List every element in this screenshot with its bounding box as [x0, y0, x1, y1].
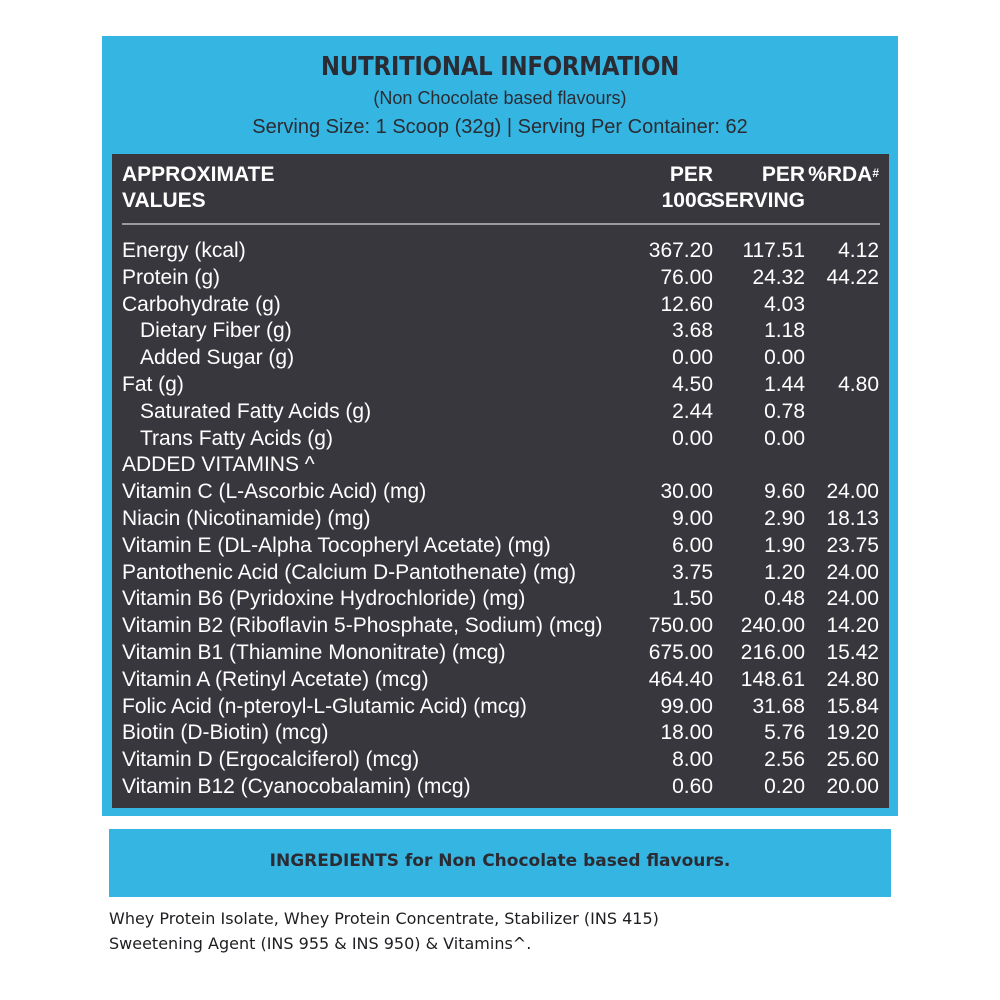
table-row [112, 265, 889, 292]
row-per-serving: 240.00 [740, 614, 805, 638]
row-rda: 23.75 [826, 533, 879, 557]
column-header-per-serving: PER SERVING [710, 163, 805, 212]
row-per-serving: 0.00 [764, 426, 805, 450]
row-per-serving: 24.32 [752, 265, 805, 289]
row-per-100g: 750.00 [648, 614, 713, 638]
row-label: Vitamin B12 (Cyanocobalamin) (mcg) [122, 774, 471, 798]
nutrition-rows [112, 238, 889, 801]
table-row [112, 747, 889, 774]
table-row [112, 318, 889, 345]
table-row [112, 452, 889, 479]
serving-info: Serving Size: 1 Scoop (32g) | Serving Per Container: 62 [252, 116, 748, 138]
row-rda: 4.80 [838, 372, 879, 396]
table-row [112, 694, 889, 721]
row-per-100g: 2.44 [672, 399, 713, 423]
row-per-100g: 76.00 [660, 265, 713, 289]
row-label: Saturated Fatty Acids (g) [140, 399, 372, 423]
row-per-serving: 4.03 [764, 292, 805, 316]
row-per-100g: 675.00 [648, 640, 713, 664]
row-label: Vitamin E (DL-Alpha Tocopheryl Acetate) (mg) [122, 533, 551, 557]
row-per-100g: 6.00 [672, 533, 713, 557]
row-label: Vitamin A (Retinyl Acetate) (mcg) [122, 667, 429, 691]
table-row [112, 372, 889, 399]
table-row [112, 774, 889, 801]
row-per-serving: 0.78 [764, 399, 805, 423]
row-per-serving: 0.00 [764, 346, 805, 370]
row-per-100g: 99.00 [660, 694, 713, 718]
ingredients-line-1: Whey Protein Isolate, Whey Protein Concentrate, Stabilizer (INS 415) [109, 909, 659, 928]
table-row [112, 292, 889, 319]
table-row [112, 345, 889, 372]
table-row [112, 613, 889, 640]
row-per-100g: 12.60 [660, 292, 713, 316]
nutrition-panel [102, 36, 898, 816]
row-per-serving: 31.68 [752, 694, 805, 718]
row-rda: 25.60 [826, 748, 879, 772]
row-per-serving: 1.18 [764, 319, 805, 343]
row-per-100g: 30.00 [660, 480, 713, 504]
row-label: Fat (g) [122, 372, 184, 396]
row-label: Niacin (Nicotinamide) (mg) [122, 506, 371, 530]
row-label: Vitamin B6 (Pyridoxine Hydrochloride) (mg) [122, 587, 526, 611]
row-rda: 15.42 [826, 640, 879, 664]
row-label: Trans Fatty Acids (g) [140, 426, 333, 450]
row-rda: 24.00 [826, 560, 879, 584]
nutrition-subtitle: (Non Chocolate based flavours) [373, 88, 627, 108]
table-row [112, 667, 889, 694]
row-rda: 44.22 [826, 265, 879, 289]
row-label: ADDED VITAMINS ^ [122, 453, 315, 477]
row-per-serving: 117.51 [742, 239, 805, 262]
ingredients-bar [109, 829, 891, 897]
row-label: Vitamin C (L-Ascorbic Acid) (mg) [122, 480, 427, 504]
row-rda: 14.20 [826, 614, 879, 638]
row-rda: 4.12 [838, 239, 879, 262]
table-row [112, 560, 889, 587]
column-header-rda [808, 162, 879, 188]
row-per-100g: 464.40 [648, 667, 713, 691]
row-label: Pantothenic Acid (Calcium D-Pantothenate) (mg) [122, 560, 577, 584]
row-per-100g: 367.20 [648, 239, 713, 262]
row-rda: 24.00 [826, 480, 879, 504]
row-rda: 18.13 [826, 506, 879, 530]
row-per-serving: 0.48 [764, 587, 805, 611]
row-per-serving: 5.76 [764, 721, 805, 745]
nutrition-table [112, 154, 889, 808]
table-row [112, 399, 889, 426]
rda-label: %RDA [808, 163, 873, 186]
row-label: Carbohydrate (g) [122, 292, 281, 316]
rda-footnote-mark: # [872, 166, 879, 180]
row-per-100g: 3.75 [672, 560, 713, 584]
table-row [112, 586, 889, 613]
table-row [112, 720, 889, 747]
ingredients-text [109, 906, 909, 956]
row-per-100g: 0.00 [672, 426, 713, 450]
row-per-serving: 1.90 [764, 533, 805, 557]
table-row [112, 426, 889, 453]
header-divider [122, 223, 880, 225]
row-per-serving: 1.20 [764, 560, 805, 584]
nutrition-title: NUTRITIONAL INFORMATION [320, 52, 680, 82]
row-per-serving: 148.61 [740, 667, 805, 691]
row-label: Biotin (D-Biotin) (mcg) [122, 721, 329, 745]
row-label: Folic Acid (n-pteroyl-L-Glutamic Acid) (mcg) [122, 694, 527, 718]
row-label: Dietary Fiber (g) [140, 319, 292, 343]
row-per-serving: 2.90 [764, 506, 805, 530]
ingredients-line-2: Sweetening Agent (INS 955 & INS 950) & Vitamins^. [109, 934, 532, 953]
row-per-serving: 9.60 [764, 480, 805, 504]
row-per-serving: 2.56 [764, 748, 805, 772]
row-rda: 20.00 [826, 774, 879, 798]
row-per-100g: 8.00 [672, 748, 713, 772]
row-label: Vitamin B2 (Riboflavin 5-Phosphate, Sodium) (mcg) [122, 614, 603, 638]
row-rda: 24.00 [826, 587, 879, 611]
row-per-100g: 9.00 [672, 506, 713, 530]
column-header-per-100g: PER 100G [661, 163, 713, 212]
nutrition-header [102, 36, 898, 154]
row-per-100g: 1.50 [672, 587, 713, 611]
row-per-100g: 18.00 [660, 721, 713, 745]
row-rda: 15.84 [826, 694, 879, 718]
table-row [112, 640, 889, 667]
ingredients-title: INGREDIENTS for Non Chocolate based flavours. [269, 851, 731, 871]
row-per-serving: 0.20 [764, 774, 805, 798]
row-label: Energy (kcal) [122, 239, 246, 262]
row-rda: 19.20 [826, 721, 879, 745]
row-per-100g: 4.50 [672, 372, 713, 396]
table-row [112, 479, 889, 506]
row-per-100g: 0.60 [672, 774, 713, 798]
table-row [112, 238, 889, 265]
column-header-approximate-values: APPROXIMATE VALUES [122, 163, 275, 212]
table-row [112, 533, 889, 560]
row-label: Protein (g) [122, 265, 221, 289]
row-label: Vitamin D (Ergocalciferol) (mcg) [122, 748, 420, 772]
table-row [112, 506, 889, 533]
row-rda: 24.80 [826, 667, 879, 691]
row-per-100g: 0.00 [672, 346, 713, 370]
row-per-serving: 1.44 [764, 372, 805, 396]
row-label: Added Sugar (g) [140, 346, 295, 370]
row-per-100g: 3.68 [672, 319, 713, 343]
row-label: Vitamin B1 (Thiamine Mononitrate) (mcg) [122, 640, 506, 664]
row-per-serving: 216.00 [740, 640, 805, 664]
